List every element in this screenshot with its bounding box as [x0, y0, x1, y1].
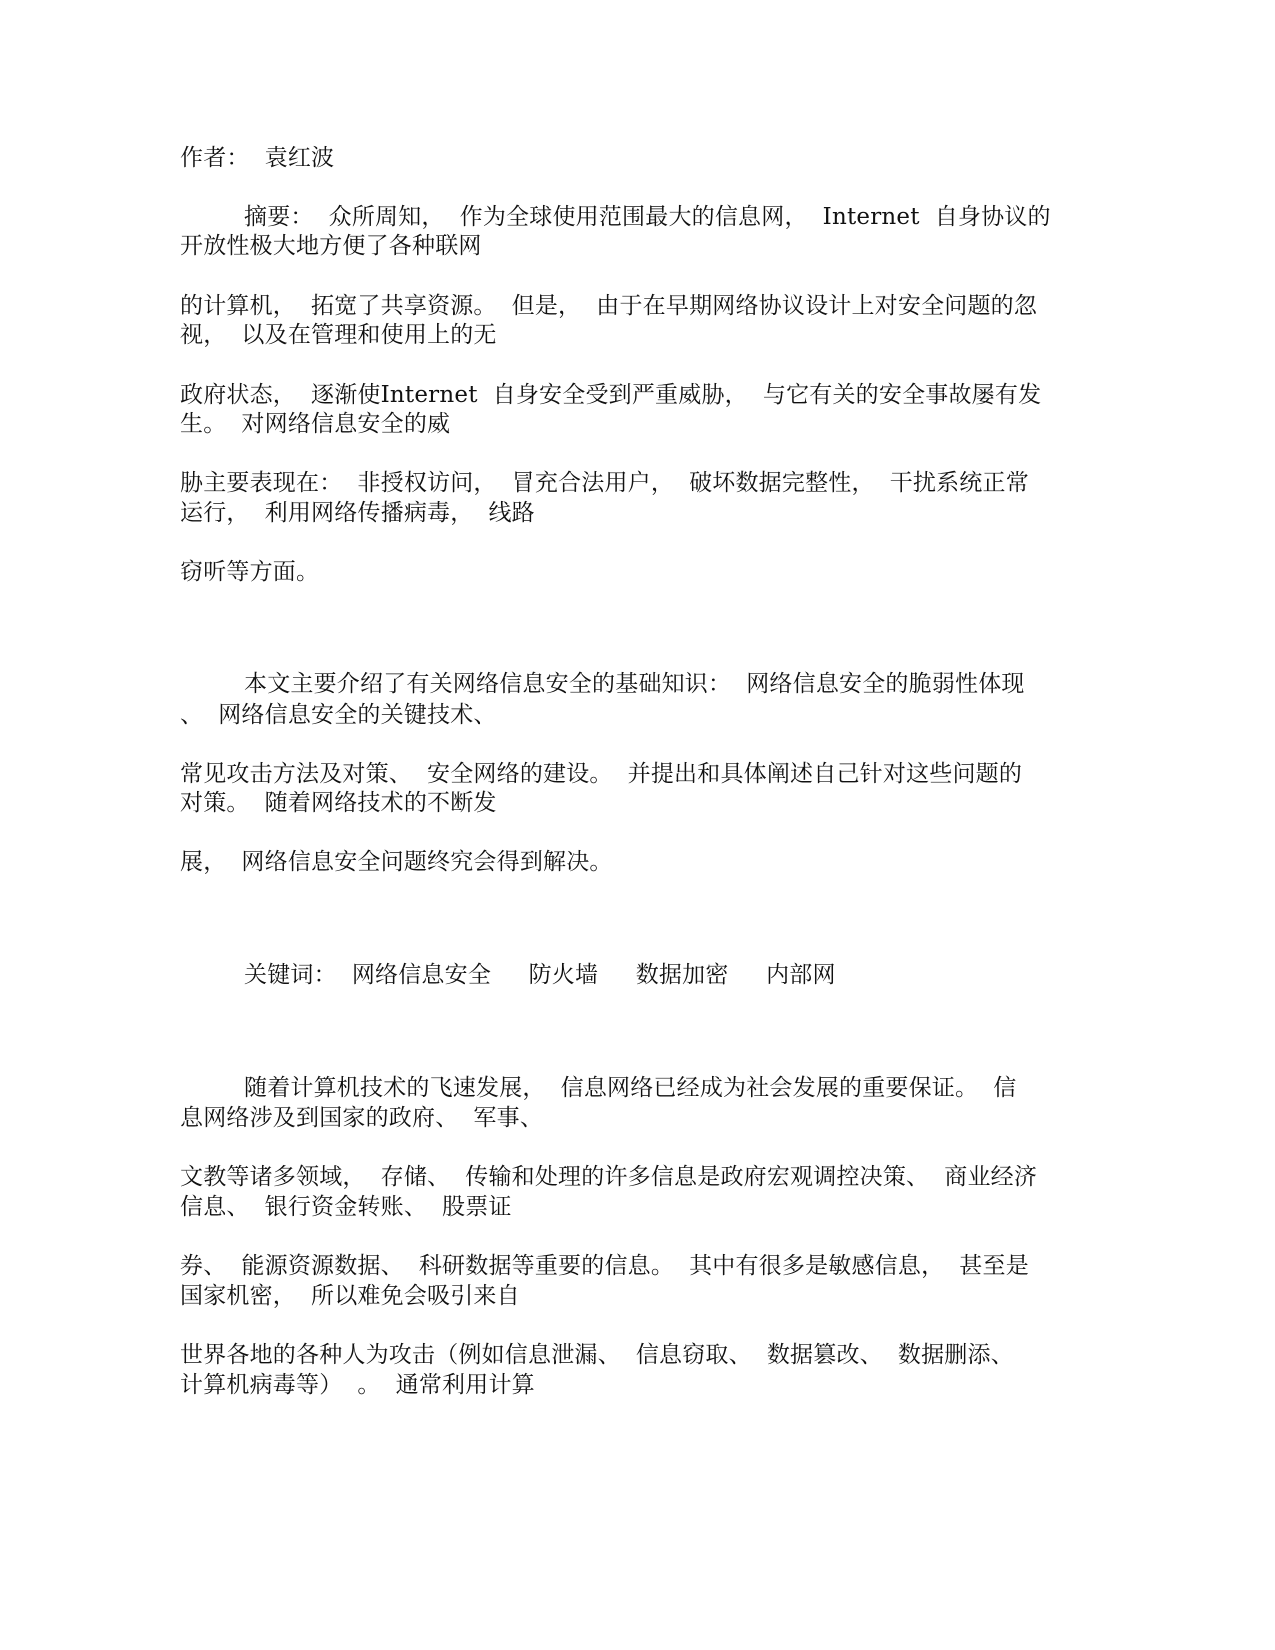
body-line-7: 世界各地的各种人为攻击（例如信息泄漏、 信息窃取、 数据篡改、 数据删添、	[180, 1342, 1014, 1368]
summary-line-2: 、 网络信息安全的关键技术、	[180, 702, 497, 728]
keywords-line: 关键词： 网络信息安全 防火墙 数据加密 内部网	[244, 962, 836, 988]
body-line-6: 国家机密， 所以难免会吸引来自	[180, 1283, 520, 1309]
body-line-4: 信息、 银行资金转账、 股票证	[180, 1194, 512, 1220]
abstract-line-9: 窃听等方面。	[180, 559, 320, 585]
abstract-line-1: 摘要： 众所周知， 作为全球使用范围最大的信息网， Internet 自身协议的	[244, 204, 1051, 230]
abstract-line-3: 的计算机， 拓宽了共享资源。 但是， 由于在早期网络协议设计上对安全问题的忽	[180, 293, 1038, 319]
abstract-line-7: 胁主要表现在： 非授权访问， 冒充合法用户， 破坏数据完整性， 干扰系统正常	[180, 470, 1029, 496]
body-line-3: 文教等诸多领域， 存储、 传输和处理的许多信息是政府宏观调控决策、 商业经济	[180, 1164, 1038, 1190]
abstract-line-4: 视， 以及在管理和使用上的无	[180, 322, 497, 348]
abstract-line-6: 生。 对网络信息安全的威	[180, 411, 451, 437]
body-line-1: 随着计算机技术的飞速发展， 信息网络已经成为社会发展的重要保证。 信	[244, 1075, 1017, 1101]
summary-line-5: 展， 网络信息安全问题终究会得到解决。	[180, 849, 613, 875]
body-line-8: 计算机病毒等） 。 通常利用计算	[180, 1372, 535, 1398]
abstract-line-2: 开放性极大地方便了各种联网	[180, 233, 482, 259]
author-line: 作者： 袁红波	[180, 145, 335, 171]
summary-line-1: 本文主要介绍了有关网络信息安全的基础知识： 网络信息安全的脆弱性体现	[244, 671, 1025, 697]
body-line-5: 券、 能源资源数据、 科研数据等重要的信息。 其中有很多是敏感信息， 甚至是	[180, 1253, 1029, 1279]
summary-line-4: 对策。 随着网络技术的不断发	[180, 790, 497, 816]
summary-line-3: 常见攻击方法及对策、 安全网络的建设。 并提出和具体阐述自己针对这些问题的	[180, 761, 1023, 787]
abstract-line-8: 运行， 利用网络传播病毒， 线路	[180, 500, 535, 526]
abstract-line-5: 政府状态， 逐渐使Internet 自身安全受到严重威胁， 与它有关的安全事故屡有发	[180, 382, 1042, 408]
body-line-2: 息网络涉及到国家的政府、 军事、	[180, 1105, 544, 1131]
